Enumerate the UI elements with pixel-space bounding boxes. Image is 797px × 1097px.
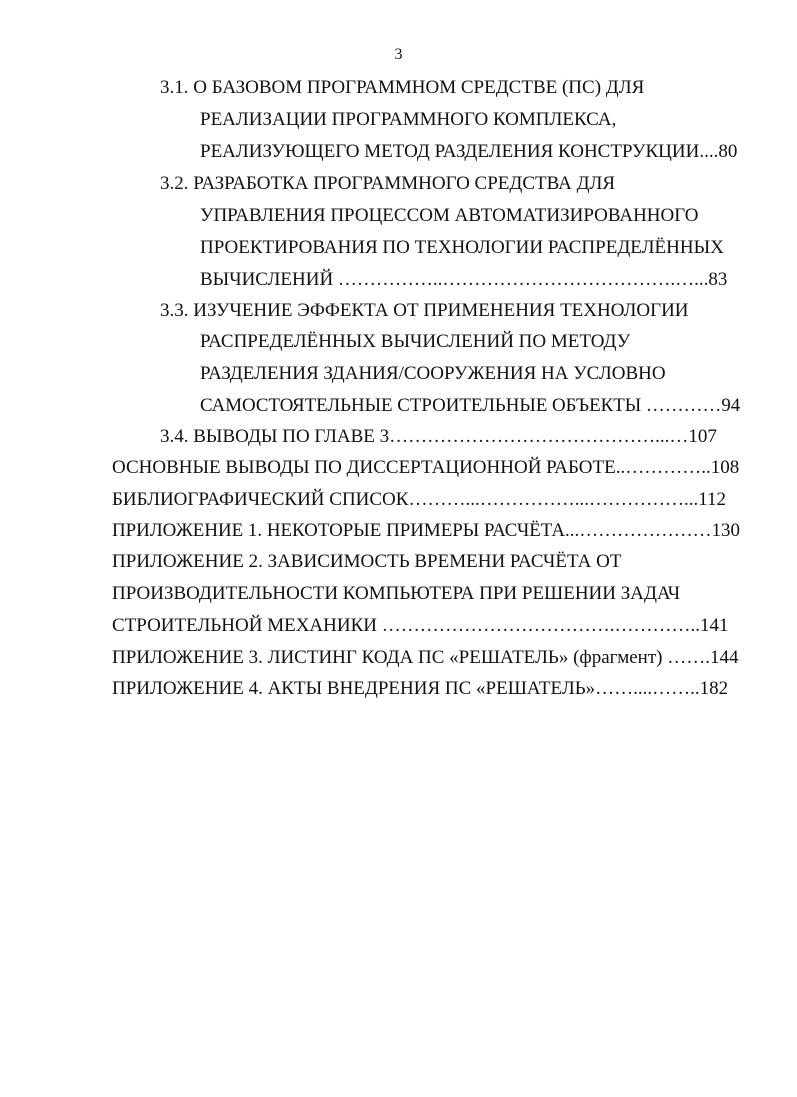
toc-3-2-line-1: 3.2. РАЗРАБОТКА ПРОГРАММНОГО СРЕДСТВА ДЛЯ [160, 173, 616, 194]
toc-3-4: 3.4. ВЫВОДЫ ПО ГЛАВЕ 3……………………………………...…107 [160, 426, 717, 447]
toc-3-3-line-1: 3.3. ИЗУЧЕНИЕ ЭФФЕКТА ОТ ПРИМЕНЕНИЯ ТЕХНОЛОГИИ [160, 300, 689, 321]
toc-appendix-2-line-1: ПРИЛОЖЕНИЕ 2. ЗАВИСИМОСТЬ ВРЕМЕНИ РАСЧЁТА ОТ [112, 551, 622, 572]
toc-3-2-line-2: УПРАВЛЕНИЯ ПРОЦЕССОМ АВТОМАТИЗИРОВАННОГО [200, 205, 699, 226]
toc-3-2-line-4: ВЫЧИСЛЕНИЙ ……………..……………………………….…...83 [200, 269, 728, 290]
toc-conclusions: ОСНОВНЫЕ ВЫВОДЫ ПО ДИССЕРТАЦИОННОЙ РАБОТЕ..…………..108 [112, 457, 740, 478]
toc-appendix-2-line-3: СТРОИТЕЛЬНОЙ МЕХАНИКИ ……………………………….…………..141 [112, 615, 729, 636]
toc-3-1-line-1: 3.1. О БАЗОВОМ ПРОГРАММНОМ СРЕДСТВЕ (ПС) ДЛЯ [160, 77, 645, 98]
toc-appendix-1: ПРИЛОЖЕНИЕ 1. НЕКОТОРЫЕ ПРИМЕРЫ РАСЧЁТА...…………………130 [112, 520, 740, 541]
toc-3-3-line-4: САМОСТОЯТЕЛЬНЫЕ СТРОИТЕЛЬНЫЕ ОБЪЕКТЫ …………94 [200, 395, 741, 416]
toc-3-2-line-3: ПРОЕКТИРОВАНИЯ ПО ТЕХНОЛОГИИ РАСПРЕДЕЛЁННЫХ [200, 237, 724, 258]
toc-appendix-4: ПРИЛОЖЕНИЕ 4. АКТЫ ВНЕДРЕНИЯ ПС «РЕШАТЕЛЬ»……....……..182 [112, 678, 729, 699]
toc-3-3-line-3: РАЗДЕЛЕНИЯ ЗДАНИЯ/СООРУЖЕНИЯ НА УСЛОВНО [200, 363, 666, 384]
toc-bibliography: БИБЛИОГРАФИЧЕСКИЙ СПИСОК………...……………...……………...112 [112, 489, 726, 510]
toc-appendix-2-line-2: ПРОИЗВОДИТЕЛЬНОСТИ КОМПЬЮТЕРА ПРИ РЕШЕНИИ ЗАДАЧ [112, 583, 681, 604]
page-number: 3 [394, 46, 403, 63]
toc-3-3-line-2: РАСПРЕДЕЛЁННЫХ ВЫЧИСЛЕНИЙ ПО МЕТОДУ [200, 331, 631, 352]
toc-3-1-line-3: РЕАЛИЗУЮЩЕГО МЕТОД РАЗДЕЛЕНИЯ КОНСТРУКЦИИ....80 [200, 141, 738, 162]
toc-3-1-line-2: РЕАЛИЗАЦИИ ПРОГРАММНОГО КОМПЛЕКСА, [200, 109, 617, 130]
toc-appendix-3: ПРИЛОЖЕНИЕ 3. ЛИСТИНГ КОДА ПС «РЕШАТЕЛЬ» (фрагмент) …….144 [112, 647, 739, 668]
